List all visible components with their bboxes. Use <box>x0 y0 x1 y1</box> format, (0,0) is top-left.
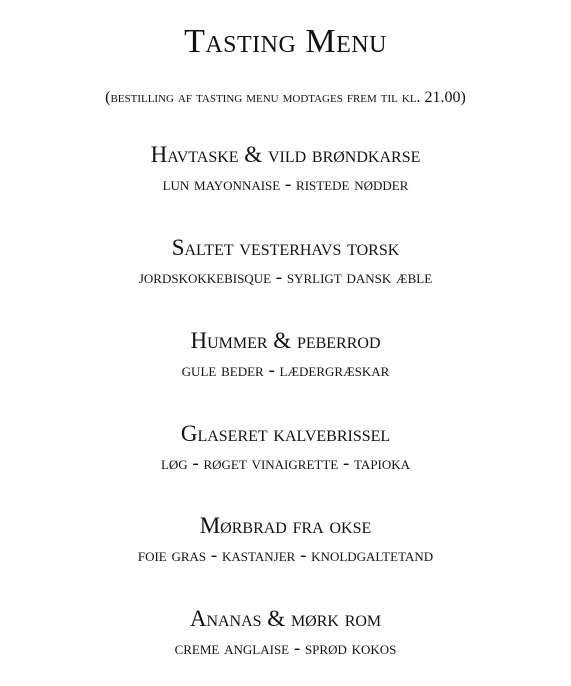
menu-title: Tasting Menu <box>184 23 387 60</box>
course-item <box>0 604 571 664</box>
course-dish-name: Havtaske & vild brøndkarse <box>150 142 421 167</box>
course-dish-name: Glaseret kalvebrissel <box>180 421 391 446</box>
course-dish-name: Hummer & peberrod <box>190 328 381 353</box>
course-item <box>0 511 571 571</box>
course-accompaniments: foie gras - kastanjer - knoldgaltetand <box>137 545 434 566</box>
course-accompaniments: jordskokkebisque - syrligt dansk æble <box>138 267 433 288</box>
course-item <box>0 233 571 293</box>
course-accompaniments: gule beder - lædergræskar <box>181 360 390 381</box>
course-item <box>0 140 571 200</box>
course-accompaniments: creme anglaise - sprød kokos <box>174 638 397 659</box>
course-item <box>0 326 571 386</box>
course-dish-name: Mørbrad fra okse <box>199 513 372 538</box>
course-accompaniments: lun mayonnaise - ristede nødder <box>162 174 409 195</box>
course-item <box>0 419 571 479</box>
order-deadline-note: (bestilling af tasting menu modtages frem til kl. 21.00) <box>105 89 466 106</box>
course-dish-name: Saltet vesterhavs torsk <box>171 235 400 260</box>
course-accompaniments: løg - røget vinaigrette - tapioka <box>160 453 411 474</box>
course-dish-name: Ananas & mørk rom <box>189 606 382 631</box>
